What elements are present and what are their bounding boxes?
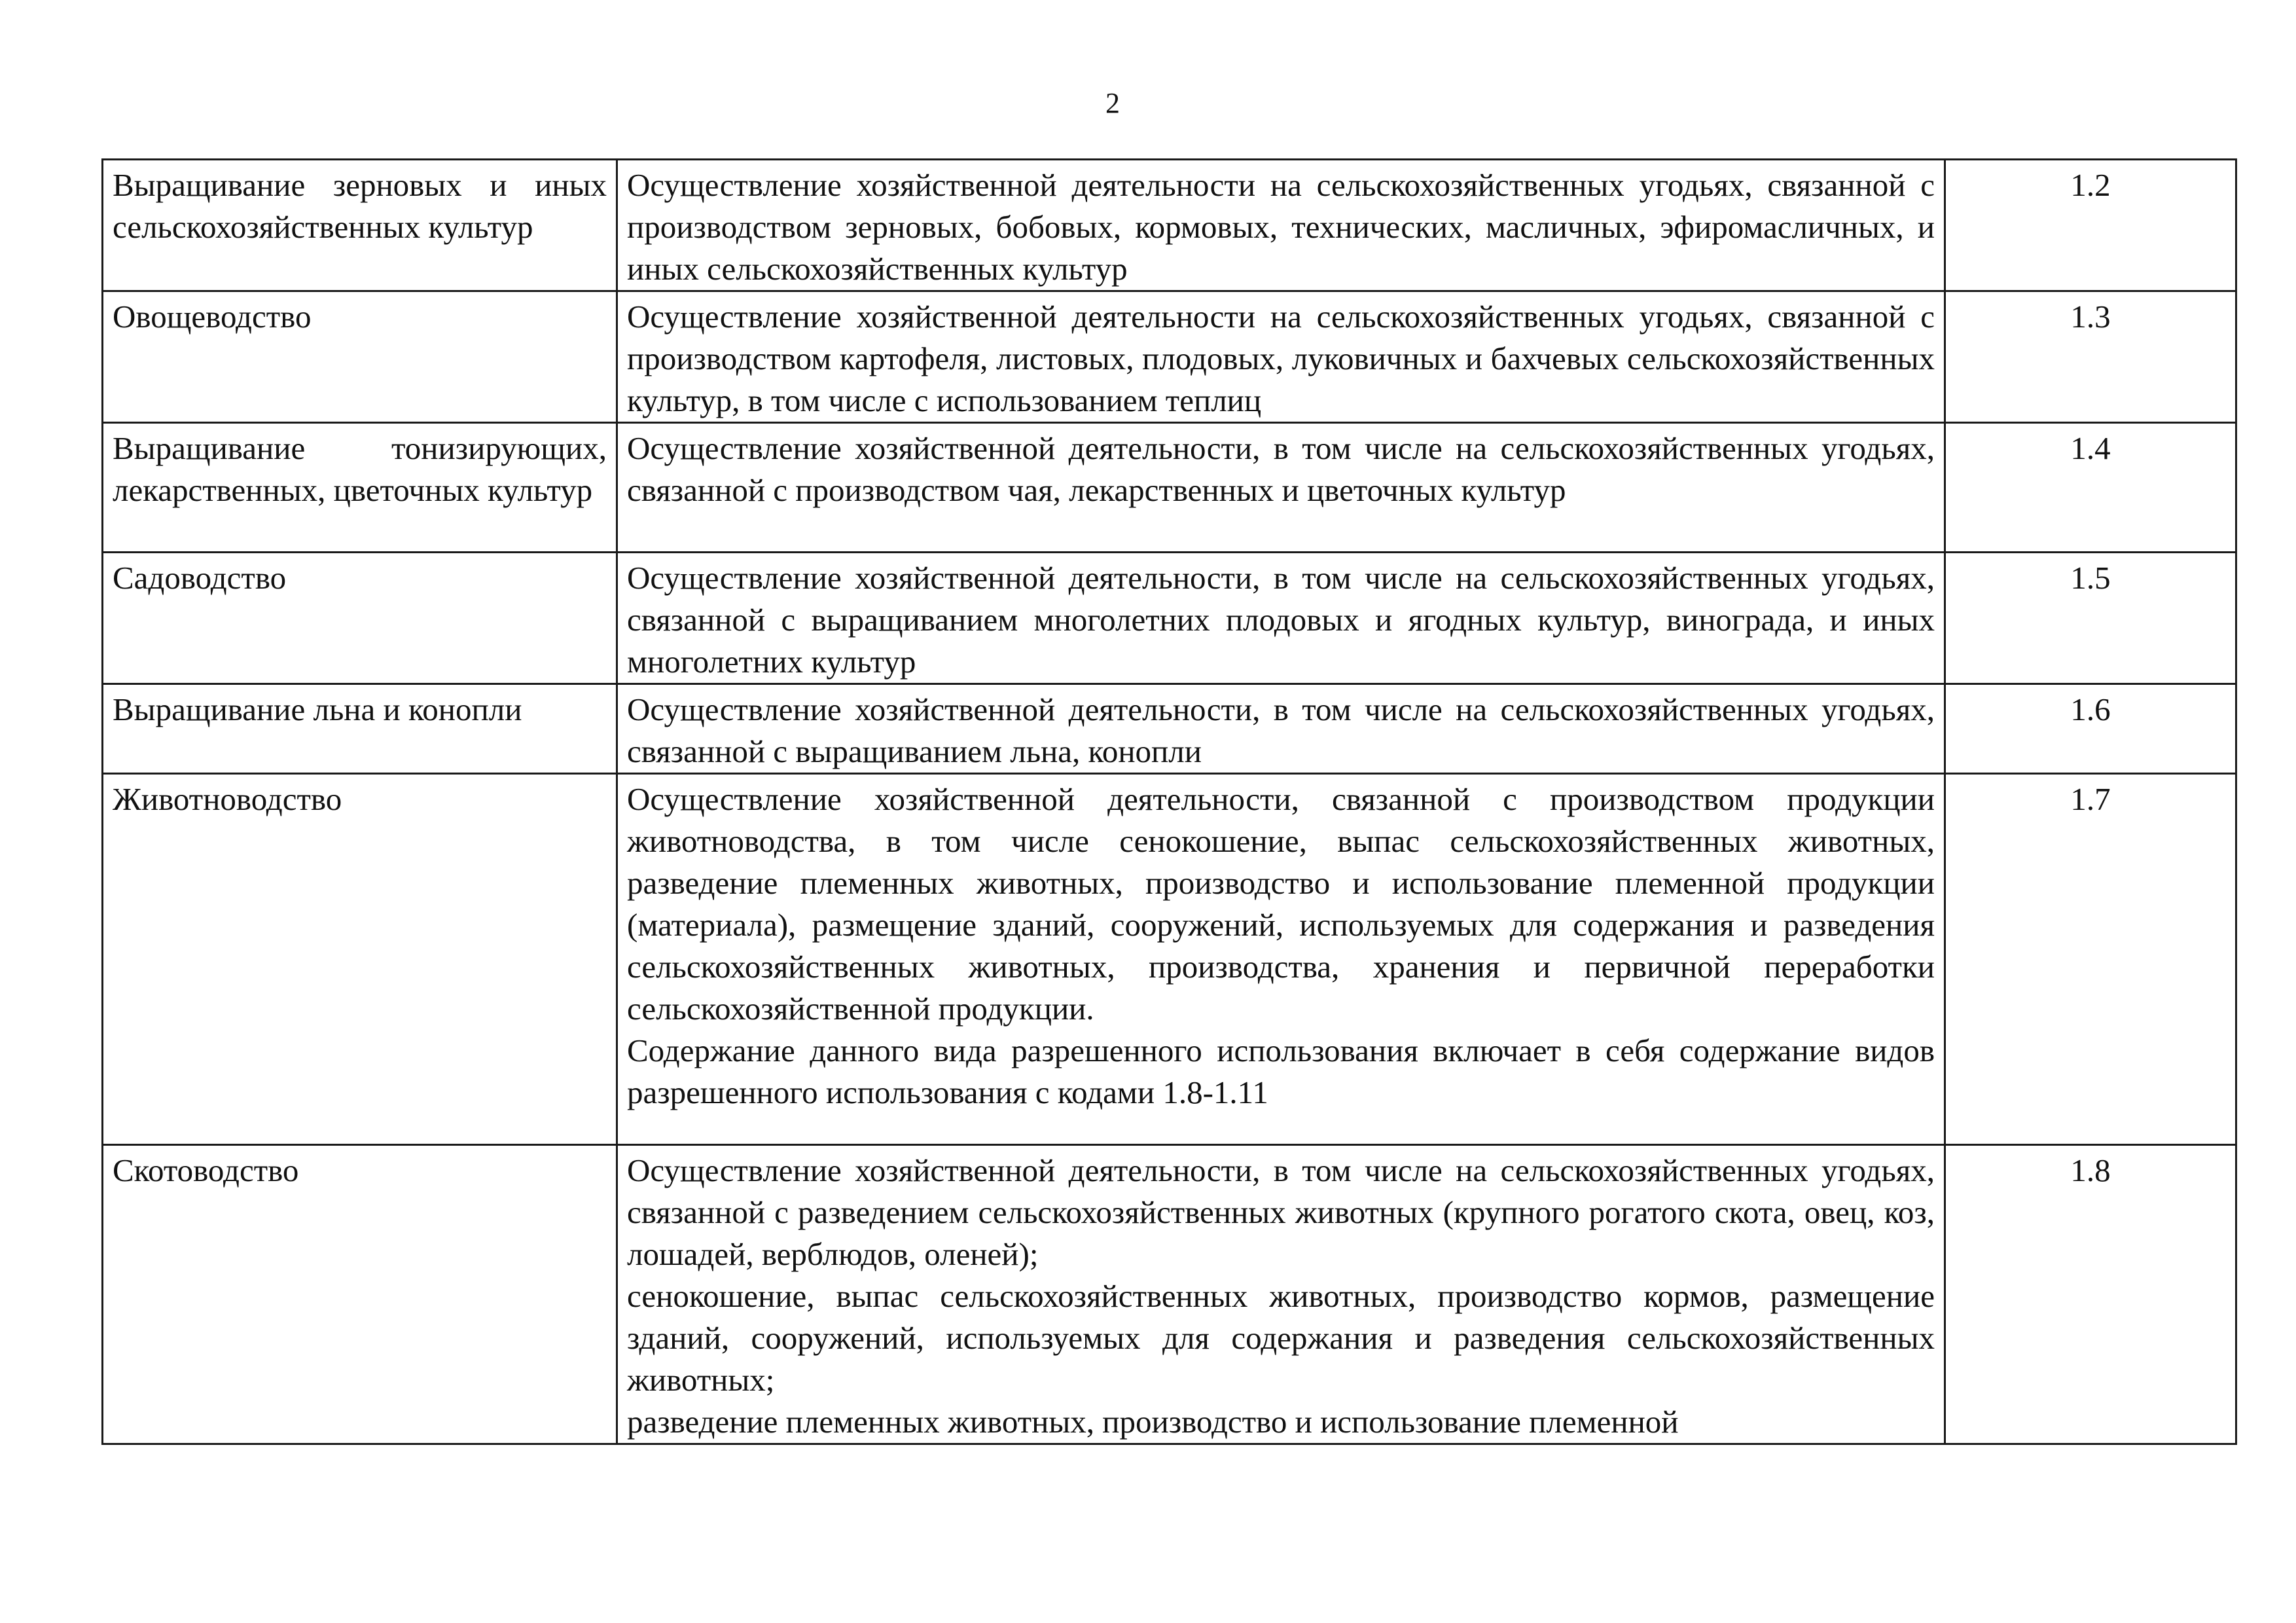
use-type-code: 1.3 (1945, 291, 2236, 423)
description-paragraph: Осуществление хозяйственной деятельности, в том числе на сельскохозяйственных угодьях, связанной с выращиванием льна, конопли (627, 691, 1935, 769)
description-paragraph: Осуществление хозяйственной деятельности, в том числе на сельскохозяйственных угодьях, связанной с производством чая, лекарственных и цветочных культур (627, 430, 1935, 508)
use-type-description (617, 1145, 1945, 1444)
table-row (103, 1145, 2236, 1444)
use-type-description (617, 291, 1945, 423)
use-type-name: Выращивание зерновых и иных сельскохозяйственных культур (103, 160, 617, 291)
use-type-description (617, 553, 1945, 684)
page-number: 2 (1105, 87, 1120, 119)
description-paragraph: Осуществление хозяйственной деятельности, связанной с производством продукции животноводства, в том числе сенокошение, выпас сельскохозяйственных животных, разведение племенных животных, производство и использование племенной продукции (материала), размещение зданий, сооружений, используемых для содержания и разведения сельскохозяйственных животных, производства, хранения и первичной переработки сельскохозяйственной продукции. (627, 781, 1935, 1027)
description-paragraph: Содержание данного вида разрешенного использования включает в себя содержание видов разрешенного использования с кодами 1.8-1.11 (627, 1032, 1935, 1110)
description-paragraph: Осуществление хозяйственной деятельности, в том числе на сельскохозяйственных угодьях, связанной с выращиванием многолетних плодовых и ягодных культур, винограда, и иных многолетних культур (627, 560, 1935, 680)
use-type-description (617, 684, 1945, 774)
use-type-name: Животноводство (103, 774, 617, 1145)
table-row (103, 684, 2236, 774)
table-row (103, 774, 2236, 1145)
description-paragraph: Осуществление хозяйственной деятельности на сельскохозяйственных угодьях, связанной с производством зерновых, бобовых, кормовых, технических, масличных, эфиромасличных, и иных сельскохозяйственных культур (627, 167, 1935, 287)
description-paragraph: сенокошение, выпас сельскохозяйственных животных, производство кормов, размещение зданий, сооружений, используемых для содержания и разведения сельскохозяйственных животных; (627, 1278, 1935, 1398)
use-type-code: 1.4 (1945, 423, 2236, 553)
use-type-description (617, 774, 1945, 1145)
table-row (103, 291, 2236, 423)
use-type-name: Выращивание тонизирующих, лекарственных, цветочных культур (103, 423, 617, 553)
description-paragraph: Осуществление хозяйственной деятельности, в том числе на сельскохозяйственных угодьях, связанной с разведением сельскохозяйственных животных (крупного рогатого скота, овец, коз, лошадей, верблюдов, оленей); (627, 1152, 1935, 1272)
land-use-table (101, 158, 2237, 1445)
description-paragraph: разведение племенных животных, производство и использование племенной (627, 1404, 1679, 1440)
use-type-name: Садоводство (103, 553, 617, 684)
use-type-code: 1.2 (1945, 160, 2236, 291)
description-paragraph: Осуществление хозяйственной деятельности на сельскохозяйственных угодьях, связанной с производством картофеля, листовых, плодовых, луковичных и бахчевых сельскохозяйственных культур, в том числе с использованием теплиц (627, 299, 1935, 418)
table-row (103, 423, 2236, 553)
use-type-name: Выращивание льна и конопли (103, 684, 617, 774)
use-type-code: 1.7 (1945, 774, 2236, 1145)
use-type-code: 1.5 (1945, 553, 2236, 684)
use-type-description (617, 160, 1945, 291)
table-row (103, 553, 2236, 684)
use-type-description (617, 423, 1945, 553)
use-type-name: Скотоводство (103, 1145, 617, 1444)
use-type-code: 1.8 (1945, 1145, 2236, 1444)
use-type-name: Овощеводство (103, 291, 617, 423)
table-row (103, 160, 2236, 291)
use-type-code: 1.6 (1945, 684, 2236, 774)
